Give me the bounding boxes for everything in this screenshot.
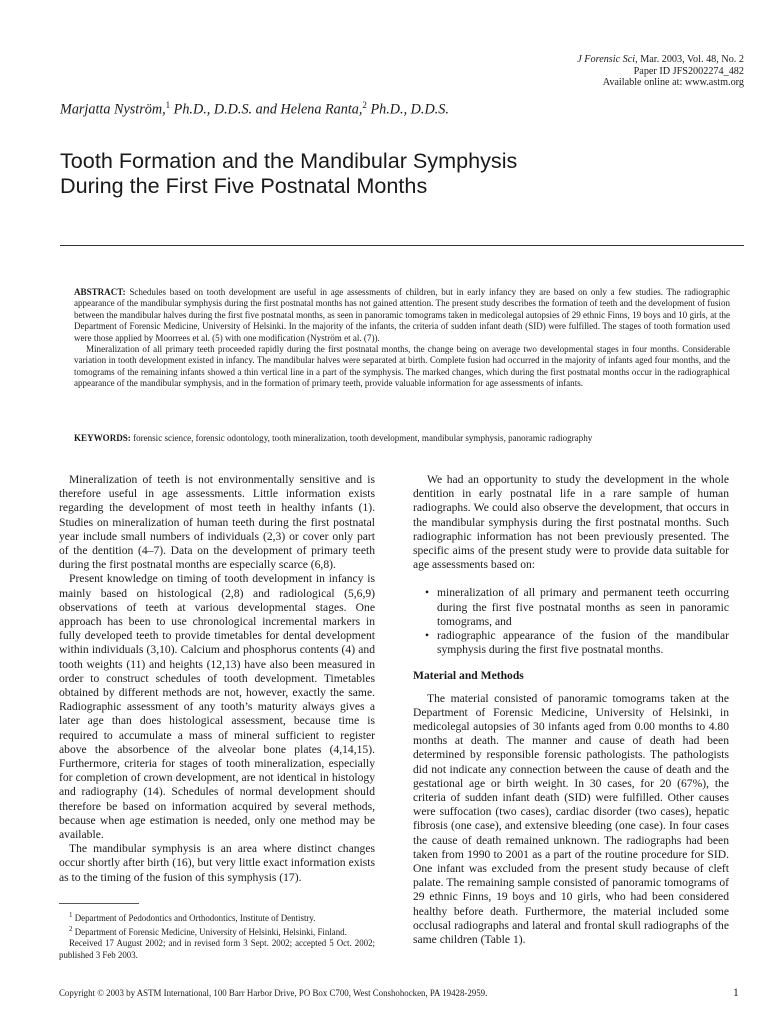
footnote-mark: 1 bbox=[69, 911, 73, 919]
abstract-paragraph: Mineralization of all primary teeth proceeded rapidly during the first postnatal months, the change being on average two developmental stages in four months. Considerable variation in tooth development existed in infancy. The mandibular halves were separated at birth. Complete fusion had occurred in the majority of infants aged four months, and the tomograms of the remaining infants showed a thin vertical line in a part of the symphysis. The marked changes, which during the first postnatal months occur in the radiographical appearance of the mandibular symphysis, and in the formation of primary teeth, provide valuable information for age assessments of infants. bbox=[74, 344, 730, 389]
keywords bbox=[74, 433, 730, 444]
footnote-text: Department of Pedodontics and Orthodontics, Institute of Dentistry. bbox=[72, 912, 316, 923]
left-column bbox=[59, 473, 375, 885]
title-line: Tooth Formation and the Mandibular Symphysis bbox=[60, 148, 518, 173]
author-affiliation-mark: 2 bbox=[362, 100, 367, 110]
availability-link[interactable]: Available online at: www.astm.org bbox=[602, 77, 744, 89]
paper-id: Paper ID JFS2002274_482 bbox=[633, 65, 744, 77]
list-item bbox=[413, 586, 729, 629]
keywords-label: KEYWORDS: bbox=[74, 433, 131, 443]
keywords-text: forensic science, forensic odontology, tooth mineralization, tooth development, mandibular symphysis, panoramic radiography bbox=[133, 433, 593, 443]
abstract-text: Schedules based on tooth development are useful in age assessments of children, but in early infancy they are based on only a few studies. The radiographic appearance of the mandibular symphysis during the first postnatal months has not gained attention. The present study describes the formation of teeth and the development of fusion between the mandibular halves during the first five postnatal months, as seen in panoramic tomograms taken in medicolegal autopsies of 29 ethnic Finns, 19 boys and 10 girls, at the Department of Forensic Medicine, University of Helsinki. In the majority of the infants, the criteria of sudden infant death (SID) were fulfilled. The stages of tooth formation used were those applied by Moorrees et al. (5) with one modification (Nyström et al. (7)). bbox=[74, 287, 731, 343]
body-paragraph: Mineralization of teeth is not environmentally sensitive and is therefore useful in age assessments. Little information exists regarding the development of most teeth in healthy infants (1). Studies on mineralization of human teeth during the first postnatal year include small numbers of individuals (2,3) or cover only part of the dentition (4–7). Data on the development of primary teeth during the first postnatal months are especially scarce (6,8). bbox=[59, 473, 375, 572]
received-dates: Received 17 August 2002; and in revised form 3 Sept. 2002; accepted 5 Oct. 2002; published 3 Feb 2003. bbox=[59, 938, 375, 960]
journal-issue: Mar. 2003, Vol. 48, No. 2 bbox=[637, 54, 744, 65]
footnote-text: Department of Forensic Medicine, University of Helsinki, Helsinki, Finland. bbox=[72, 927, 347, 938]
author-line bbox=[60, 100, 449, 119]
body-paragraph: The material consisted of panoramic tomograms taken at the Department of Forensic Medicine, University of Helsinki, in medicolegal autopsies of 30 infants aged from 0.00 months to 4.80 months at death. The manner and cause of death had been determined by responsible forensic pathologists. The pathologists did not indicate any connection between the cause of death and the gestational age or birth weight. In 30 cases, for 20 (67%), the criteria of sudden infant death (SID) were fulfilled. Other causes were suffocation (two cases), cardiac disorder (two cases), hepatic fibrosis (one case), and extensive bleeding (one case). In four cases the cause of death remained unknown. The radiographs had been taken from 1990 to 2001 as a part of the routine procedure for SID. One infant was excluded from the present study because of cleft palate. The remaining sample consisted of panoramic tomograms of 29 ethnic Finns, 19 boys and 10 girls, who had been considered healthy before death. Furthermore, the material included some occlusal radiographs and lateral and frontal skull radiographs of the same children (Table 1). bbox=[413, 691, 729, 947]
list-item-text: mineralization of all primary and permanent teeth occurring during the first five postnatal months as seen in panoramic tomograms, and bbox=[437, 586, 729, 628]
title-line: During the First Five Postnatal Months bbox=[60, 173, 428, 198]
author-degree: Ph.D., D.D.S. bbox=[366, 101, 449, 118]
list-item bbox=[413, 629, 729, 657]
abstract-paragraph bbox=[74, 287, 730, 344]
author-name: Marjatta Nyström, bbox=[60, 101, 166, 118]
body-paragraph: The mandibular symphysis is an area where distinct changes occur shortly after birth (16), but very little exact information exists as to the timing of the fusion of this symphysis (17). bbox=[59, 842, 375, 884]
right-column bbox=[413, 473, 729, 947]
author-degree: Ph.D., D.D.S. and Helena Ranta, bbox=[170, 101, 363, 118]
footnote bbox=[59, 910, 375, 924]
author-affiliation-mark: 1 bbox=[165, 100, 171, 110]
aims-list bbox=[413, 586, 729, 657]
footnote bbox=[59, 924, 375, 938]
footnote-divider bbox=[59, 903, 139, 904]
footnotes bbox=[59, 910, 375, 961]
journal-citation bbox=[577, 54, 744, 66]
title-divider bbox=[60, 245, 744, 246]
abstract bbox=[74, 287, 730, 390]
paper-title bbox=[60, 148, 720, 198]
abstract-label: ABSTRACT: bbox=[74, 287, 126, 297]
body-paragraph: Present knowledge on timing of tooth development in infancy is mainly based on histological (2,8) and radiological (5,6,9) observations of teeth at various developmental stages. One approach has been to use chronological incremental markers in fully developed teeth to provide timetables for dental development within individuals (3,10). Calcium and phosphorus contents (4) and tooth weights (11) and heights (12,13) have also been measured in order to construct schedules of tooth development. Timetables obtained by different methods are not, however, exactly the same. Radiographic assessment of any tooth’s maturity always gives a later age than does histological assessment, because time is required to accumulate a mass of mineral sufficient to register above the absorbence of the alveolar bone plates (4,14,15). Furthermore, criteria for stages of tooth mineralization, especially for completion of crown development, are not identical in histology and radiography (14). Schedules of normal development should therefore be based on information acquired by several methods, because when age estimation is needed, only one method may be available. bbox=[59, 572, 375, 842]
bullet-icon: • bbox=[425, 586, 430, 600]
body-paragraph: We had an opportunity to study the development in the whole dentition in early postnatal life in a rare sample of human radiographs. We could also observe the development, that occurs in the mandibular symphysis during the first postnatal months. Such radiographic information has not been previously presented. The specific aims of the present study were to provide data suitable for age assessments based on: bbox=[413, 473, 729, 572]
bullet-icon: • bbox=[425, 629, 430, 643]
copyright-footer: Copyright © 2003 by ASTM International, 100 Barr Harbor Drive, PO Box C700, West Conshohocken, PA 19428-2959. bbox=[59, 988, 488, 998]
journal-info bbox=[577, 54, 744, 89]
list-item-text: radiographic appearance of the fusion of the mandibular symphysis during the first five postnatal months. bbox=[437, 629, 729, 657]
footnote-mark: 2 bbox=[69, 925, 73, 934]
page-number: 1 bbox=[733, 986, 739, 999]
journal-name: J Forensic Sci, bbox=[577, 54, 638, 65]
section-heading: Material and Methods bbox=[413, 669, 524, 683]
